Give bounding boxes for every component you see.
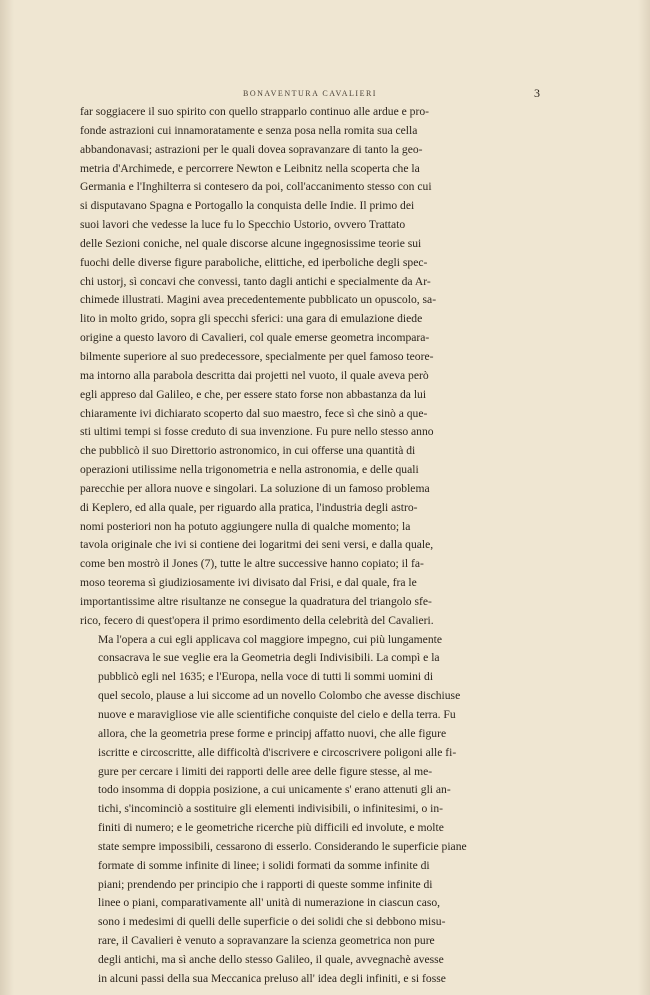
text-line: nuove e maravigliose vie alle scientifiche conquiste del cielo e della terra. Fu: [98, 708, 456, 721]
paragraph-1: [80, 103, 540, 631]
text-line: allora, che la geometria prese forme e principj affatto nuovi, che alle figure: [98, 726, 447, 740]
text-line: far soggiacere il suo spirito con quello strapparlo continuo alle ardue e pro-: [80, 105, 429, 118]
text-line: Ma l'opera a cui egli applicava col maggiore impegno, cui più lungamente: [98, 632, 442, 646]
text-line: suoi lavori che vedesse la luce fu lo Specchio Ustorio, ovvero Trattato: [80, 218, 406, 232]
text-line: tichi, s'incominciò a sostituire gli elementi indivisibili, o infinitesimi, o in-: [98, 802, 444, 816]
text-line: finiti di numero; e le geometriche ricerche più difficili ed involute, e molte: [98, 821, 444, 835]
text-line: quel secolo, plause a lui siccome ad un novello Colombo che avesse dischiuse: [98, 689, 461, 703]
text-line: metria d'Archimede, e percorrere Newton e Leibnitz nella scoperta che la: [80, 161, 420, 175]
text-line: formate di somme infinite di linee; i solidi formati da somme infinite di: [98, 858, 430, 872]
text-line: Germania e l'Inghilterra si contesero da poi, coll'accanimento stesso con cui: [80, 180, 432, 194]
text-line: moso teorema sì giudiziosamente ivi divisato dal Frisi, e dal quale, fra le: [80, 576, 417, 590]
text-line: si disputavano Spagna e Portogallo la conquista delle Indie. Il primo dei: [80, 199, 415, 213]
text-line: rare, il Cavalieri è venuto a sopravanzare la scienza geometrica non pure: [98, 934, 435, 948]
text-line: egli appreso dal Galileo, e che, per essere stato forse non abbastanza da lui: [80, 387, 427, 401]
text-line: fuochi delle diverse figure paraboliche, elittiche, ed iperboliche degli spec-: [80, 255, 428, 269]
text-line: in alcuni passi della sua Meccanica preluso all' idea degli infiniti, e si fosse: [98, 971, 446, 985]
text-line: delle Sezioni coniche, nel quale discorse alcune ingegnosissime teorie sui: [80, 236, 422, 250]
page-edge-shadow-left: [0, 0, 14, 995]
running-title: BONAVENTURA CAVALIERI: [243, 89, 377, 98]
text-line: importantissime altre risultanze ne consegue la quadratura del triangolo sfe-: [80, 594, 432, 608]
text-line: come ben mostrò il Jones (7), tutte le altre successive hanno copiato; il fa-: [80, 557, 424, 571]
text-line: tavola originale che ivi si contiene dei logaritmi dei seni versi, e dalla quale,: [80, 538, 434, 552]
page-edge-shadow-right: [638, 0, 650, 995]
text-line: chimede illustrati. Magini avea precedentemente pubblicato un opuscolo, sa-: [80, 293, 437, 307]
text-line: chi ustorj, sì concavi che convessi, tanto dagli antichi e specialmente da Ar-: [80, 274, 431, 288]
text-line: nomi posteriori non ha potuto aggiungere nulla di qualche momento; la: [80, 519, 411, 533]
text-line: parecchie per allora nuove e singolari. La soluzione di un famoso problema: [80, 481, 430, 495]
text-line: che pubblicò il suo Direttorio astronomico, in cui offerse una quantità di: [80, 444, 416, 458]
body-text: [80, 103, 540, 989]
text-line: chiaramente ivi dichiarato scoperto dal suo maestro, fece sì che sinò a que-: [80, 406, 428, 420]
text-line: lito in molto grido, sopra gli specchi sferici: una gara di emulazione diede: [80, 312, 423, 326]
text-line: operazioni utilissime nella trigonometria e nella astronomia, e delle quali: [80, 463, 419, 477]
text-line: abbandonavasi; astrazioni per le quali dovea sopravanzare di tanto la geo-: [80, 142, 423, 156]
page-header: [80, 86, 540, 102]
text-line: sti ultimi tempi si fosse creduto di sua invenzione. Fu pure nello stesso anno: [80, 425, 434, 439]
text-line: gure per cercare i limiti dei rapporti delle aree delle figure stesse, al me-: [98, 764, 433, 778]
page-number: 3: [534, 86, 540, 100]
text-line: linee o piani, comparativamente all' unità di numerazione in ciascun caso,: [98, 896, 441, 910]
text-line: di Keplero, ed alla quale, per riguardo alla pratica, l'industria degli astro-: [80, 500, 418, 514]
text-line: rico, fecero di quest'opera il primo esordimento della celebrità del Cavalieri.: [80, 613, 434, 627]
text-line: fonde astrazioni cui innamoratamente e senza posa nella romita sua cella: [80, 123, 418, 137]
paragraph-2: [80, 631, 540, 989]
text-line: ma intorno alla parabola descritta dai projetti nel vuoto, il quale aveva però: [80, 368, 429, 382]
text-line: pubblicò egli nel 1635; e l'Europa, nella voce di tutti li sommi uomini di: [98, 670, 434, 684]
text-line: state sempre impossibili, cessarono di esserlo. Considerando le superficie piane: [98, 839, 467, 853]
text-line: sono i medesimi di quelli delle superficie o dei solidi che si debbono misu-: [98, 915, 446, 929]
text-line: bilmente superiore al suo predecessore, specialmente per quel famoso teore-: [80, 349, 434, 363]
text-line: consacrava le sue veglie era la Geometria degli Indivisibili. La compì e la: [98, 651, 440, 665]
text-line: origine a questo lavoro di Cavalieri, col quale emerse geometra incompara-: [80, 331, 430, 345]
text-line: degli antichi, ma sì anche dello stesso Galileo, il quale, avvegnachè avesse: [98, 952, 444, 966]
text-line: iscritte e circoscritte, alle difficoltà d'iscrivere e circoscrivere poligoni alle fi-: [98, 745, 457, 759]
text-line: todo insomma di doppia posizione, a cui unicamente s' erano attenuti gli an-: [98, 783, 451, 797]
text-line: piani; prendendo per principio che i rapporti di queste somme infinite di: [98, 877, 433, 891]
